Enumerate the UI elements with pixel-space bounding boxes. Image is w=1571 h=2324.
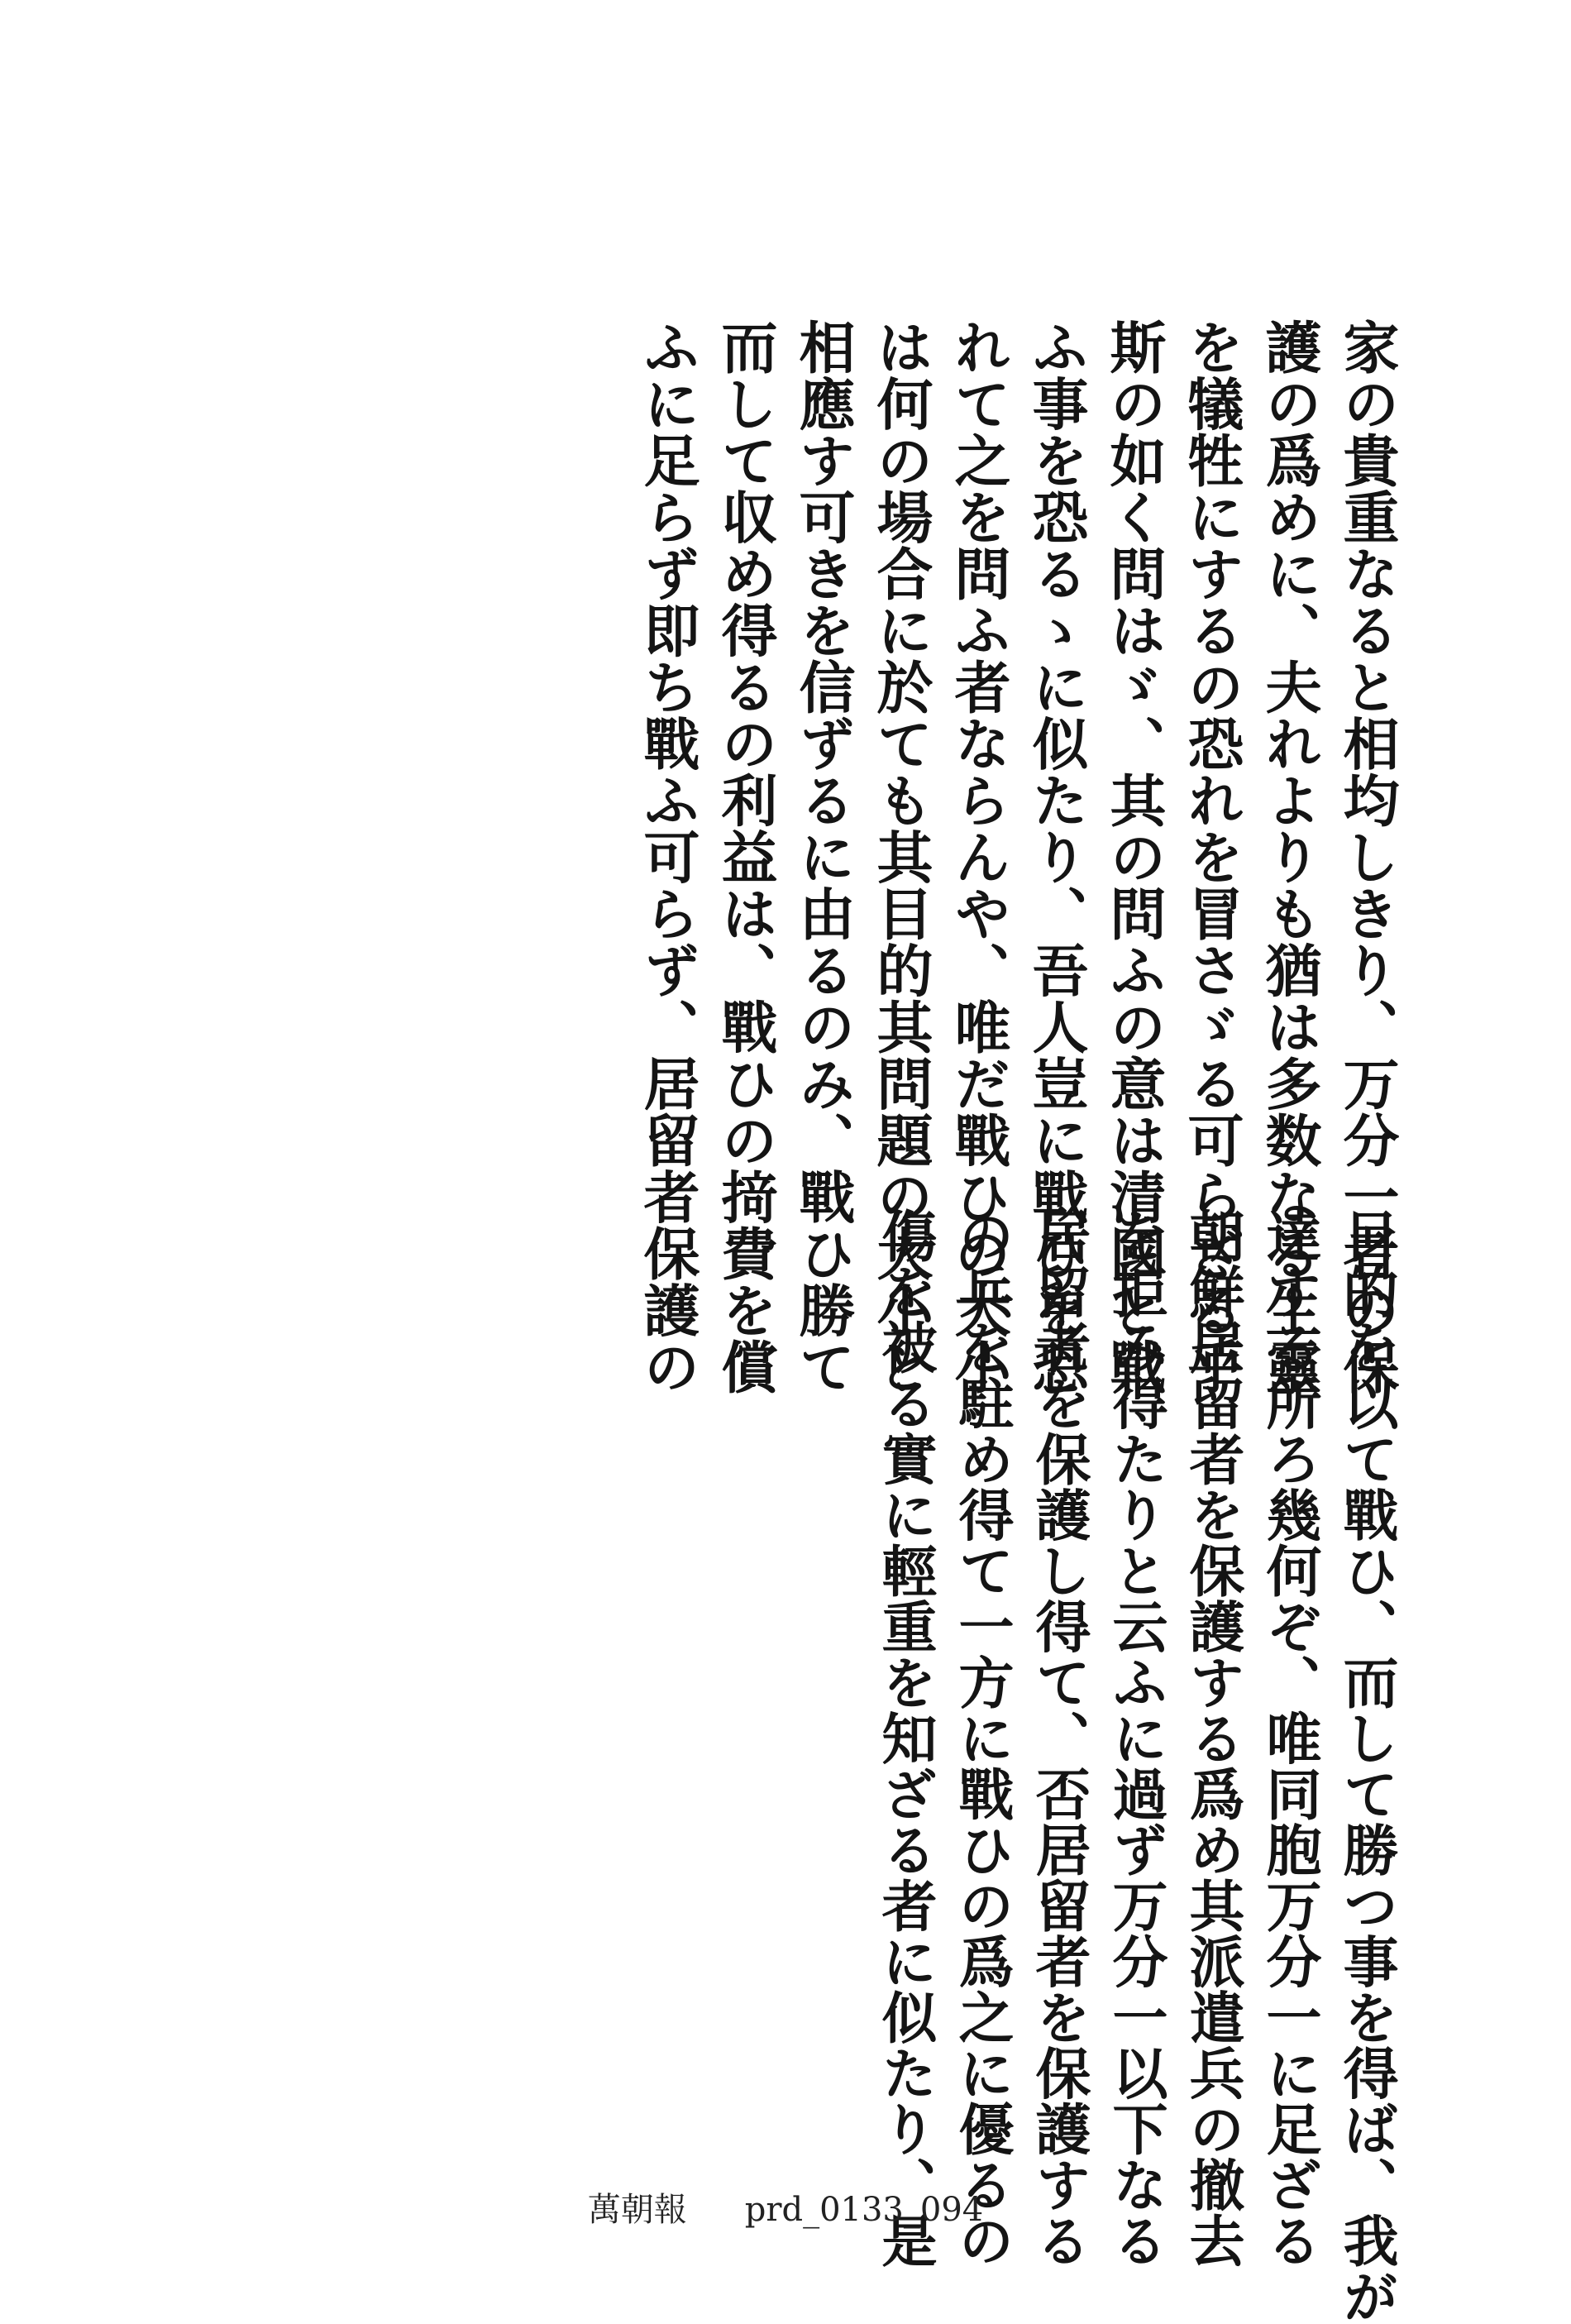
text-column: 相應す可きを信ずるに由るのみ、戰ひ勝て <box>790 318 856 1395</box>
text-column: 目的を以て戰ひ、而して勝つ事を得ば、我が <box>1335 1207 1400 2324</box>
text-column: を犠牲にするの恐れを冒さゞる可らざる乎 <box>1178 318 1244 1395</box>
text-column: は何の場合に於ても其目的其問題の大小と <box>867 318 934 1395</box>
publication-name: 萬朝報 <box>587 2191 687 2229</box>
text-column: の兵を駐め得て一方に戰ひの爲之に優るの <box>950 1207 1015 2269</box>
text-column: 護の爲めに、夫れよりも猶は多数なる生靈 <box>1256 318 1322 1395</box>
text-column: 朝鮮居留者を保護する爲め其派遣兵の撤去 <box>1181 1207 1246 2269</box>
page-footer <box>0 2183 1571 2231</box>
text-column: 傷を被る實に輕重を知ざる者に似たり、是 <box>873 1207 938 2269</box>
text-column: 居留者を保護し得て、否居留者を保護する <box>1027 1207 1092 2269</box>
text-column: 家の貴重なると相均しきり、万分一者の保 <box>1334 318 1400 1395</box>
text-column: を拒み得たりと云ふに過ず万分一以下なる <box>1104 1207 1169 2269</box>
text-column: 斯の如く問はゞ、其の問ふの意は清國と戰 <box>1101 318 1167 1395</box>
text-column: 達する所ろ幾何ぞ、唯同胞万分一に足ざる <box>1258 1207 1323 2269</box>
article-text-upper <box>186 318 1406 1395</box>
text-column: ふ事を恐るゝに似たり、吾人豈に戰ひを恐 <box>1023 318 1089 1395</box>
text-column: れて之を問ふ者ならんや、唯だ戰ひの大小 <box>945 318 1011 1395</box>
page-identifier: prd_0133_094 <box>744 2191 984 2229</box>
text-column: 而して収め得るの利益は、戰ひの𢰤費を償 <box>712 318 778 1395</box>
text-column: ふに足らず即ち戰ふ可らず、居留者保護の <box>634 318 700 1395</box>
